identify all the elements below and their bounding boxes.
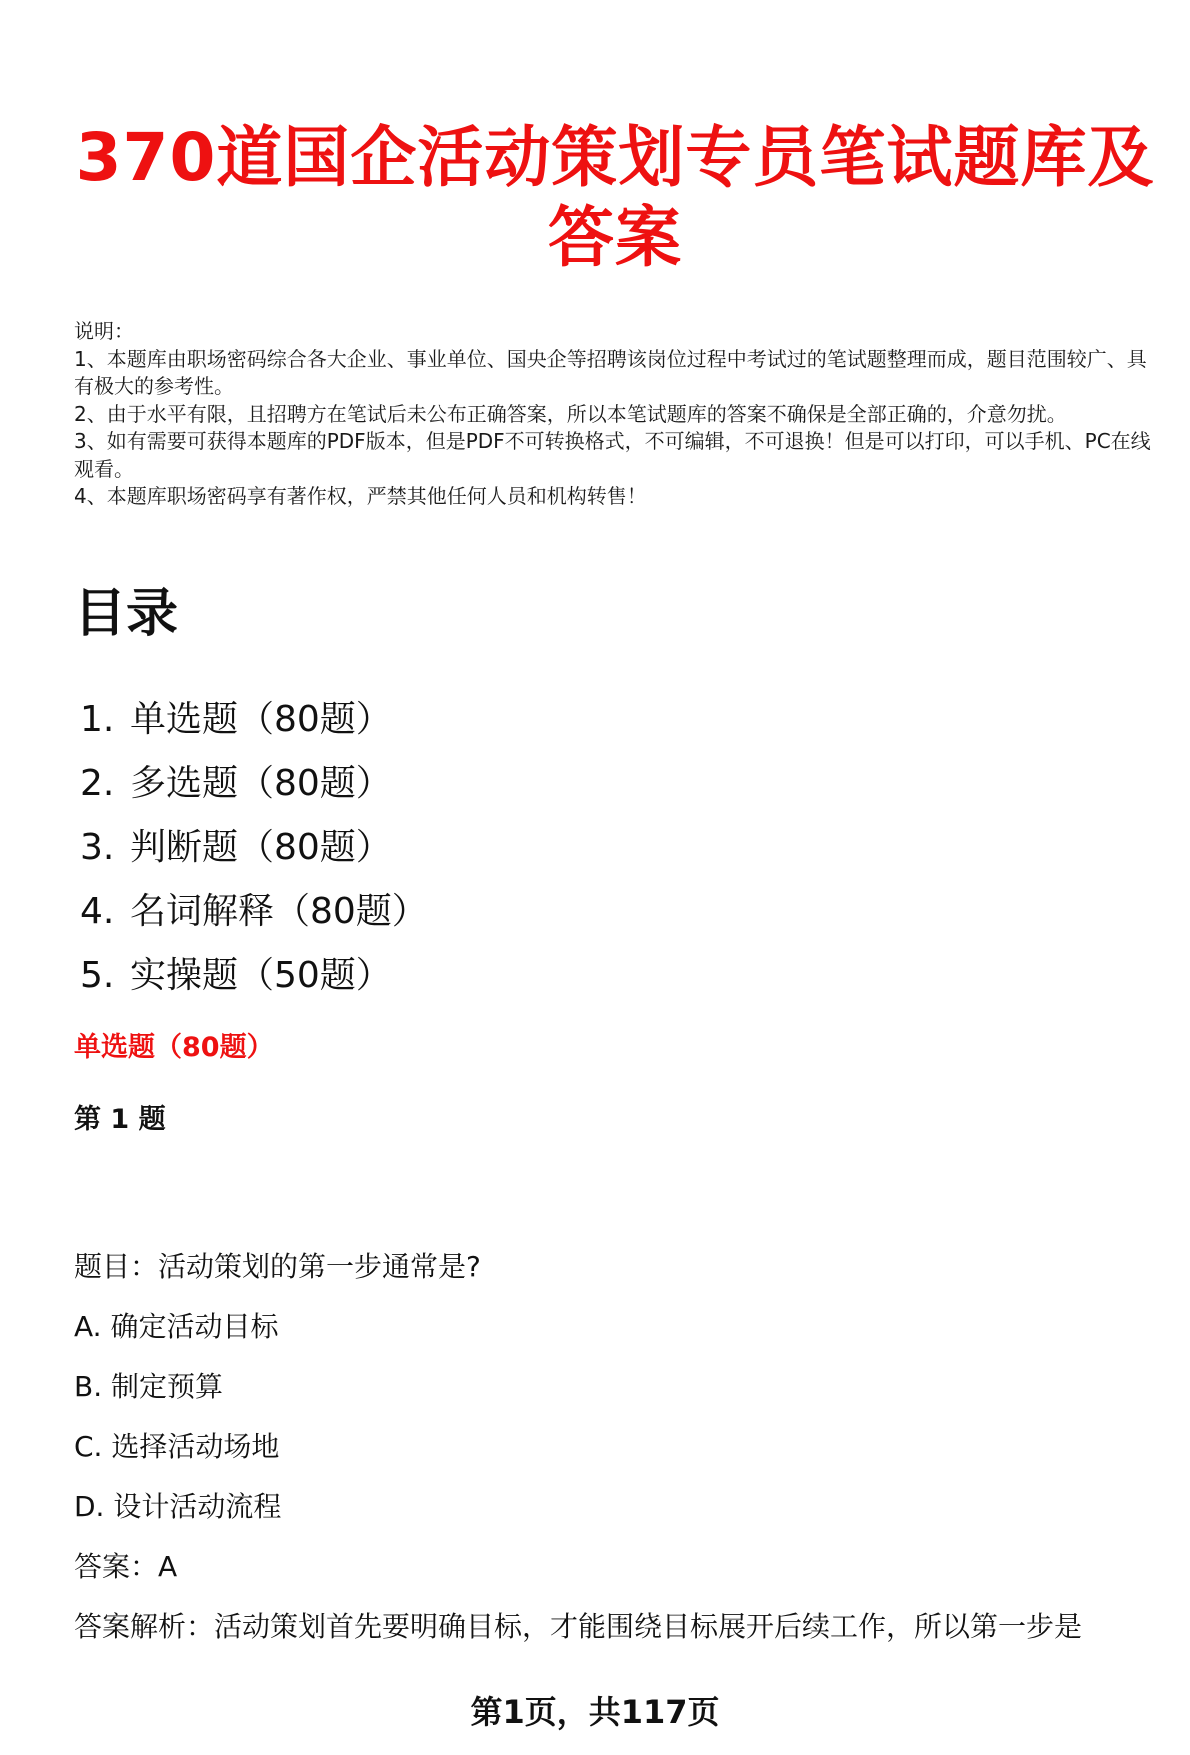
toc-item-label: 名词解释（80题） — [130, 891, 428, 932]
instruction-item-4: 4、本题库职场密码享有著作权，严禁其他任何人员和机构转售！ — [74, 484, 647, 508]
question-stem: 题目：活动策划的第一步通常是? — [74, 1250, 481, 1283]
option-c: C. 选择活动场地 — [74, 1430, 280, 1463]
question-number: 第 1 题 — [74, 1104, 166, 1135]
toc-item[interactable] — [80, 880, 428, 944]
instructions-heading: 说明： — [74, 319, 134, 343]
answer-line: 答案：A — [74, 1550, 178, 1583]
instructions-block — [74, 318, 1164, 511]
instruction-item-3: 3、如有需要可获得本题库的PDF版本，但是PDF不可转换格式，不可编辑，不可退换！但是可以打印，可以手机、PC在线观看。 — [74, 429, 1151, 481]
toc-item-label: 多选题（80题） — [130, 763, 392, 804]
toc-item[interactable] — [80, 816, 428, 880]
toc-item-number: 4. — [80, 891, 115, 932]
option-d: D. 设计活动流程 — [74, 1490, 282, 1523]
option-a: A. 确定活动目标 — [74, 1310, 279, 1343]
toc-item[interactable] — [80, 944, 428, 1008]
section-title: 单选题（80题） — [74, 1032, 274, 1063]
toc-item-label: 单选题（80题） — [130, 699, 392, 740]
toc-item[interactable] — [80, 752, 428, 816]
toc-item[interactable] — [80, 688, 428, 752]
answer-explanation: 答案解析：活动策划首先要明确目标，才能围绕目标展开后续工作，所以第一步是 — [74, 1610, 1083, 1643]
toc-item-label: 判断题（80题） — [130, 827, 392, 868]
question-block — [74, 1248, 1164, 1668]
option-b: B. 制定预算 — [74, 1370, 224, 1403]
page-footer: 第1页，共117页 — [470, 1693, 720, 1731]
toc-item-number: 3. — [80, 827, 115, 868]
document-title — [40, 118, 1190, 278]
toc-heading: 目录 — [74, 584, 179, 644]
instruction-item-1: 1、本题库由职场密码综合各大企业、事业单位、国央企等招聘该岗位过程中考试过的笔试题整理而成，题目范围较广、具有极大的参考性。 — [74, 346, 1147, 398]
document-title-line-2: 答案 — [548, 199, 682, 276]
toc-item-label: 实操题（50题） — [130, 955, 392, 996]
instruction-item-2: 2、由于水平有限，且招聘方在笔试后未公布正确答案，所以本笔试题库的答案不确保是全部正确的，介意勿扰。 — [74, 401, 1067, 426]
table-of-contents — [80, 688, 428, 1008]
toc-item-number: 1. — [80, 699, 115, 740]
toc-item-number: 2. — [80, 763, 115, 804]
toc-item-number: 5. — [80, 955, 115, 996]
document-title-line-1: 370道国企活动策划专员笔试题库及 — [75, 119, 1155, 196]
